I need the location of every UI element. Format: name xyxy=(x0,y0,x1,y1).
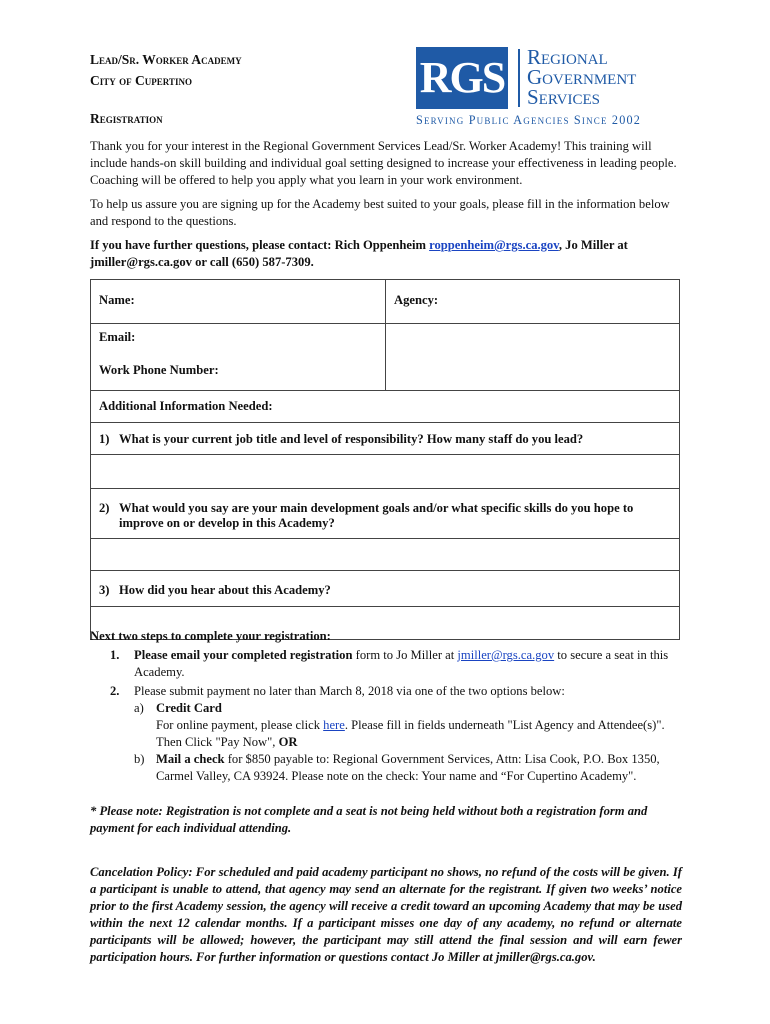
option-a-title: Credit Card xyxy=(156,701,222,715)
option-b-text: for $850 payable to: Regional Government Services, Attn: Lisa Cook, P.O. Box 1350, Carmel Valley, CA 93924. Please note on the check: Your name and “For Cupertino Academy". xyxy=(156,752,660,783)
phone-field[interactable] xyxy=(91,357,386,390)
answer-2-field[interactable] xyxy=(91,539,679,571)
payment-here-link[interactable]: here xyxy=(323,718,345,732)
option-b xyxy=(134,751,682,785)
name-field[interactable] xyxy=(91,280,386,323)
registration-note: * Please note: Registration is not complete and a seat is not being held without both a registration form and payment for each individual attending. xyxy=(90,804,648,835)
step-1-bold: Please email your completed registration xyxy=(134,648,353,662)
contact-paragraph xyxy=(90,237,682,271)
name-agency-row xyxy=(91,280,679,324)
question-2-row xyxy=(91,489,679,539)
question-1-row xyxy=(91,423,679,455)
step-1-text: form to Jo Miller at xyxy=(352,648,458,662)
question-2-number: 2) xyxy=(99,501,110,515)
step-1-text-2: to secure a seat in this Academy. xyxy=(134,648,669,679)
agency-field-cont-2 xyxy=(386,357,679,390)
agency-field[interactable] xyxy=(386,280,679,323)
email-label: Email: xyxy=(99,330,136,344)
contact-text-2: , Jo Miller at jmiller@rgs.ca.gov or call (650) 587-7309. xyxy=(90,238,628,269)
logo-tagline: Serving Public Agencies Since 2002 xyxy=(416,113,642,127)
registration-heading: Registration xyxy=(90,111,163,126)
step-2-text: Please submit payment no later than March 8, 2018 via one of the two options below: xyxy=(134,684,565,698)
academy-title: Lead/Sr. Worker Academy xyxy=(90,52,242,67)
rgs-logo xyxy=(416,47,686,132)
instructions-paragraph: To help us assure you are signing up for the Academy best suited to your goals, please fill in the information below and respond to the questions. xyxy=(90,197,670,228)
cancelation-policy: Cancelation Policy: For scheduled and paid academy participant no shows, no refund of the costs will be given. If a participant is unable to attend, that agency may send an alternate for the registrant. If given two weeks’ notice prior to the first Academy session, the agency will receive a credit toward an upcoming Academy that may be used within the next 12 calendar months. If a participant misses one day of any academy, no refund or alternate participants will be allowed; however, the participant may still attend the final session and will earn fewer participation hours. For further information or questions contact Jo Miller at jmiller@rgs.ca.gov. xyxy=(90,865,682,964)
option-a xyxy=(134,700,682,751)
email-row xyxy=(91,324,679,357)
option-a-text: For online payment, please click xyxy=(156,718,324,732)
document-header xyxy=(90,49,242,91)
next-steps xyxy=(90,628,682,785)
rgs-logo-mark: RGS xyxy=(416,47,508,109)
option-a-text-2: . Please fill in fields underneath "List Agency and Attendee(s)". Then Click "Pay Now", xyxy=(156,718,665,749)
step-1-email-link[interactable]: jmiller@rgs.ca.gov xyxy=(457,648,555,662)
registration-form xyxy=(90,279,680,640)
question-3-text: How did you hear about this Academy? xyxy=(119,583,331,597)
option-b-label: b) xyxy=(134,752,145,766)
option-or: OR xyxy=(278,735,298,749)
city-title: City of Cupertino xyxy=(90,73,192,88)
agency-label: Agency: xyxy=(394,293,439,307)
step-2 xyxy=(110,683,682,785)
option-a-label: a) xyxy=(134,701,144,715)
question-3-row xyxy=(91,571,679,607)
question-1-number: 1) xyxy=(99,432,110,446)
question-2-text: What would you say are your main development goals and/or what specific skills do you hope to improve on or develop in this Academy? xyxy=(119,501,634,530)
name-label: Name: xyxy=(99,293,135,307)
option-b-title: Mail a check xyxy=(156,752,225,766)
next-steps-title: Next two steps to complete your registration: xyxy=(90,629,331,643)
step-2-number: 2. xyxy=(110,684,120,698)
email-field[interactable] xyxy=(91,324,386,357)
step-1-number: 1. xyxy=(110,648,120,662)
contact-email-link[interactable]: roppenheim@rgs.ca.gov xyxy=(429,238,559,252)
logo-name-line3: Services xyxy=(527,85,600,109)
intro-paragraph: Thank you for your interest in the Regional Government Services Lead/Sr. Worker Academy! This training will include hands-on skill building and individual goal setting designed to increase your effectiveness in leading people. Coaching will be offered to help you apply what you learn in your work environment. xyxy=(90,139,677,187)
answer-1-field[interactable] xyxy=(91,455,679,489)
step-1 xyxy=(110,647,682,681)
logo-name xyxy=(527,47,636,107)
phone-label: Work Phone Number: xyxy=(99,363,219,377)
logo-name-line2: Government xyxy=(527,65,637,89)
logo-name-line1: Regional xyxy=(527,45,608,69)
phone-row xyxy=(91,357,679,391)
agency-field-cont xyxy=(386,324,679,357)
question-1-text: What is your current job title and level of responsibility? How many staff do you lead? xyxy=(119,432,584,446)
question-3-number: 3) xyxy=(99,583,110,597)
additional-info-label: Additional Information Needed: xyxy=(91,391,679,423)
contact-text: If you have further questions, please contact: Rich Oppenheim xyxy=(90,238,430,252)
logo-divider xyxy=(518,49,520,107)
